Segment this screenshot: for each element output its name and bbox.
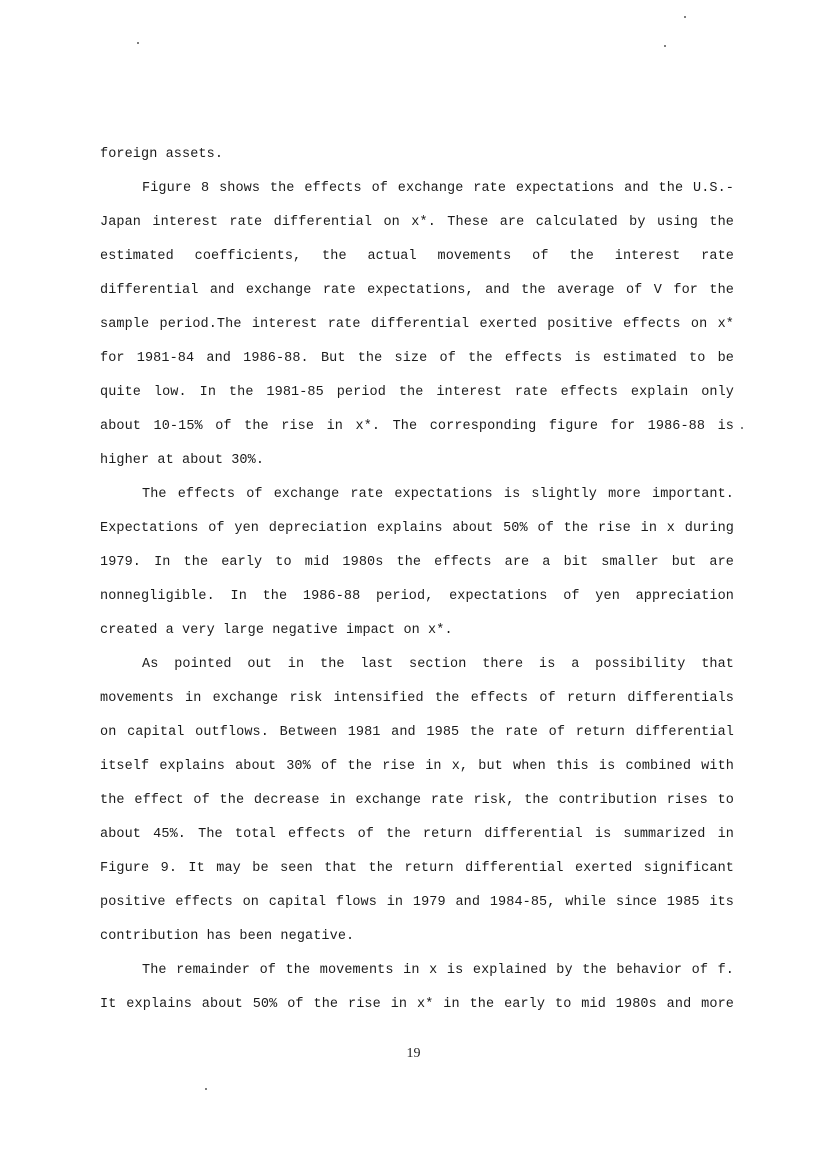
scan-speck bbox=[137, 42, 139, 44]
scan-speck bbox=[684, 16, 686, 18]
text-line: estimated coefficients, the actual movements of the interest rate bbox=[100, 249, 734, 264]
text-line: nonnegligible. In the 1986-88 period, expectations of yen appreciation bbox=[100, 589, 734, 604]
scan-speck bbox=[664, 45, 666, 47]
text-line: It explains about 50% of the rise in x* in the early to mid 1980s and more bbox=[100, 997, 734, 1012]
text-line: Japan interest rate differential on x*. These are calculated by using the bbox=[100, 215, 734, 230]
text-line: on capital outflows. Between 1981 and 1985 the rate of return differential bbox=[100, 725, 734, 740]
text-line: about 45%. The total effects of the return differential is summarized in bbox=[100, 827, 734, 842]
text-line: quite low. In the 1981-85 period the interest rate effects explain only bbox=[100, 385, 734, 400]
text-line: itself explains about 30% of the rise in x, but when this is combined with bbox=[100, 759, 734, 774]
text-line: foreign assets. bbox=[100, 147, 224, 162]
text-line: higher at about 30%. bbox=[100, 453, 265, 468]
text-line: about 10-15% of the rise in x*. The corresponding figure for 1986-88 is bbox=[100, 419, 734, 434]
text-line: Figure 9. It may be seen that the return differential exerted significant bbox=[100, 861, 734, 876]
text-line: 1979. In the early to mid 1980s the effects are a bit smaller but are bbox=[100, 555, 734, 570]
paragraph-start-line: The effects of exchange rate expectations is slightly more important. bbox=[142, 487, 734, 502]
text-line: the effect of the decrease in exchange rate risk, the contribution rises to bbox=[100, 793, 734, 808]
text-line: for 1981-84 and 1986-88. But the size of the effects is estimated to be bbox=[100, 351, 734, 366]
text-line: Expectations of yen depreciation explains about 50% of the rise in x during bbox=[100, 521, 734, 536]
paragraph-start-line: The remainder of the movements in x is explained by the behavior of f. bbox=[142, 963, 734, 978]
text-line: sample period.The interest rate differential exerted positive effects on x* bbox=[100, 317, 734, 332]
text-line: differential and exchange rate expectations, and the average of V for the bbox=[100, 283, 734, 298]
text-line: created a very large negative impact on x*. bbox=[100, 623, 453, 638]
text-line: contribution has been negative. bbox=[100, 929, 355, 944]
text-line: movements in exchange risk intensified the effects of return differentials bbox=[100, 691, 734, 706]
paragraph-start-line: Figure 8 shows the effects of exchange rate expectations and the U.S.- bbox=[142, 181, 734, 196]
paragraph-start-line: As pointed out in the last section there is a possibility that bbox=[142, 657, 734, 672]
page-number: 19 bbox=[406, 1046, 421, 1061]
text-line: positive effects on capital flows in 1979 and 1984-85, while since 1985 its bbox=[100, 895, 734, 910]
scan-speck bbox=[205, 1088, 207, 1090]
scan-speck bbox=[741, 427, 743, 429]
body-text bbox=[100, 138, 734, 1022]
